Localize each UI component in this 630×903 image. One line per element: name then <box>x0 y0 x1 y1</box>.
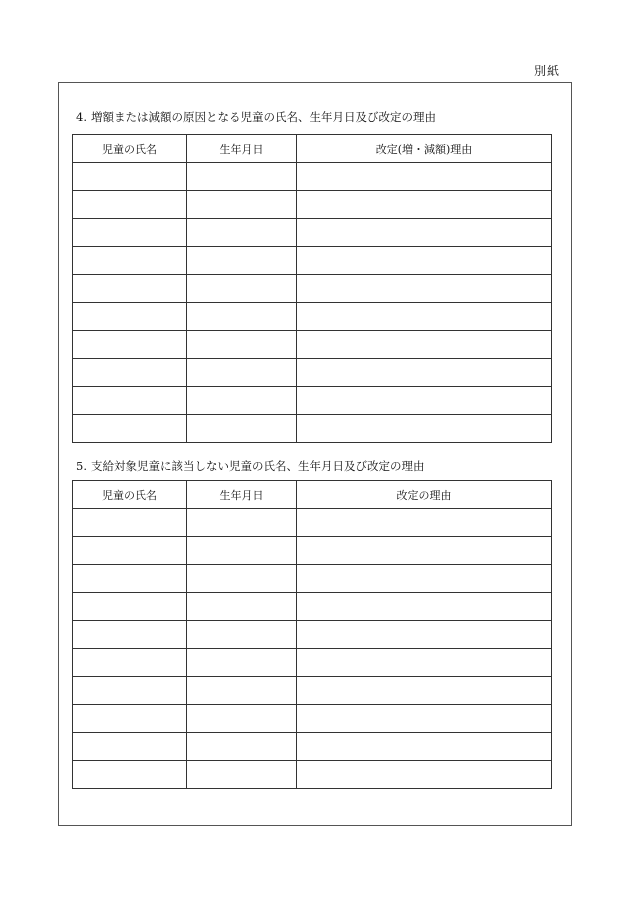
section-4-heading <box>76 109 436 125</box>
table-row <box>73 247 552 275</box>
reason-cell[interactable] <box>297 191 552 219</box>
table-row <box>73 621 552 649</box>
table-row <box>73 593 552 621</box>
reason-cell[interactable] <box>297 649 552 677</box>
birthdate-cell[interactable] <box>187 387 297 415</box>
reason-cell[interactable] <box>297 593 552 621</box>
table-row <box>73 537 552 565</box>
reason-cell[interactable] <box>297 705 552 733</box>
child-name-cell[interactable] <box>73 593 187 621</box>
reason-cell[interactable] <box>297 163 552 191</box>
reason-cell[interactable] <box>297 733 552 761</box>
birthdate-cell[interactable] <box>187 677 297 705</box>
child-name-cell[interactable] <box>73 733 187 761</box>
birthdate-cell[interactable] <box>187 219 297 247</box>
birthdate-cell[interactable] <box>187 331 297 359</box>
table-row <box>73 219 552 247</box>
table-row <box>73 565 552 593</box>
reason-cell[interactable] <box>297 621 552 649</box>
reason-cell[interactable] <box>297 303 552 331</box>
child-name-cell[interactable] <box>73 275 187 303</box>
child-name-cell[interactable] <box>73 219 187 247</box>
section-5-title: 支給対象児童に該当しない児童の氏名、生年月日及び改定の理由 <box>90 459 425 473</box>
birthdate-cell[interactable] <box>187 509 297 537</box>
birthdate-cell[interactable] <box>187 163 297 191</box>
table-row <box>73 677 552 705</box>
reason-cell[interactable] <box>297 509 552 537</box>
reason-cell[interactable] <box>297 677 552 705</box>
child-name-cell[interactable] <box>73 677 187 705</box>
reason-cell[interactable] <box>297 387 552 415</box>
child-name-cell[interactable] <box>73 387 187 415</box>
birthdate-cell[interactable] <box>187 537 297 565</box>
table-row <box>73 649 552 677</box>
section-4-title: 増額または減額の原因となる児童の氏名、生年月日及び改定の理由 <box>90 110 436 124</box>
column-header-birthdate: 生年月日 <box>187 481 297 509</box>
child-name-cell[interactable] <box>73 509 187 537</box>
child-name-cell[interactable] <box>73 621 187 649</box>
section-5-table <box>72 480 552 789</box>
table-row <box>73 761 552 789</box>
reason-cell[interactable] <box>297 247 552 275</box>
table-row <box>73 705 552 733</box>
child-name-cell[interactable] <box>73 705 187 733</box>
section-5-heading <box>76 458 424 474</box>
section-5-number: 5. <box>76 459 87 473</box>
section-4-rows <box>73 163 552 443</box>
table-header-row <box>73 135 552 163</box>
reason-cell[interactable] <box>297 275 552 303</box>
birthdate-cell[interactable] <box>187 593 297 621</box>
table-row <box>73 275 552 303</box>
reason-cell[interactable] <box>297 331 552 359</box>
column-header-reason: 改定(増・減額)理由 <box>297 135 552 163</box>
column-header-birthdate: 生年月日 <box>187 135 297 163</box>
birthdate-cell[interactable] <box>187 705 297 733</box>
reason-cell[interactable] <box>297 537 552 565</box>
birthdate-cell[interactable] <box>187 275 297 303</box>
table-row <box>73 415 552 443</box>
child-name-cell[interactable] <box>73 537 187 565</box>
reason-cell[interactable] <box>297 761 552 789</box>
reason-cell[interactable] <box>297 415 552 443</box>
column-header-reason: 改定の理由 <box>297 481 552 509</box>
child-name-cell[interactable] <box>73 565 187 593</box>
child-name-cell[interactable] <box>73 649 187 677</box>
section-4-number: 4. <box>76 110 87 124</box>
table-row <box>73 303 552 331</box>
child-name-cell[interactable] <box>73 303 187 331</box>
table-row <box>73 163 552 191</box>
birthdate-cell[interactable] <box>187 415 297 443</box>
section-5-rows <box>73 509 552 789</box>
birthdate-cell[interactable] <box>187 303 297 331</box>
table-row <box>73 387 552 415</box>
table-row <box>73 733 552 761</box>
child-name-cell[interactable] <box>73 331 187 359</box>
birthdate-cell[interactable] <box>187 733 297 761</box>
child-name-cell[interactable] <box>73 191 187 219</box>
child-name-cell[interactable] <box>73 415 187 443</box>
reason-cell[interactable] <box>297 565 552 593</box>
birthdate-cell[interactable] <box>187 621 297 649</box>
birthdate-cell[interactable] <box>187 565 297 593</box>
child-name-cell[interactable] <box>73 247 187 275</box>
column-header-child-name: 児童の氏名 <box>73 135 187 163</box>
birthdate-cell[interactable] <box>187 649 297 677</box>
table-row <box>73 331 552 359</box>
birthdate-cell[interactable] <box>187 359 297 387</box>
table-row <box>73 509 552 537</box>
child-name-cell[interactable] <box>73 359 187 387</box>
table-row <box>73 191 552 219</box>
attachment-label: 別紙 <box>533 64 560 78</box>
child-name-cell[interactable] <box>73 163 187 191</box>
child-name-cell[interactable] <box>73 761 187 789</box>
table-row <box>73 359 552 387</box>
reason-cell[interactable] <box>297 359 552 387</box>
column-header-child-name: 児童の氏名 <box>73 481 187 509</box>
birthdate-cell[interactable] <box>187 761 297 789</box>
section-4-table <box>72 134 552 443</box>
table-header-row <box>73 481 552 509</box>
birthdate-cell[interactable] <box>187 191 297 219</box>
reason-cell[interactable] <box>297 219 552 247</box>
birthdate-cell[interactable] <box>187 247 297 275</box>
